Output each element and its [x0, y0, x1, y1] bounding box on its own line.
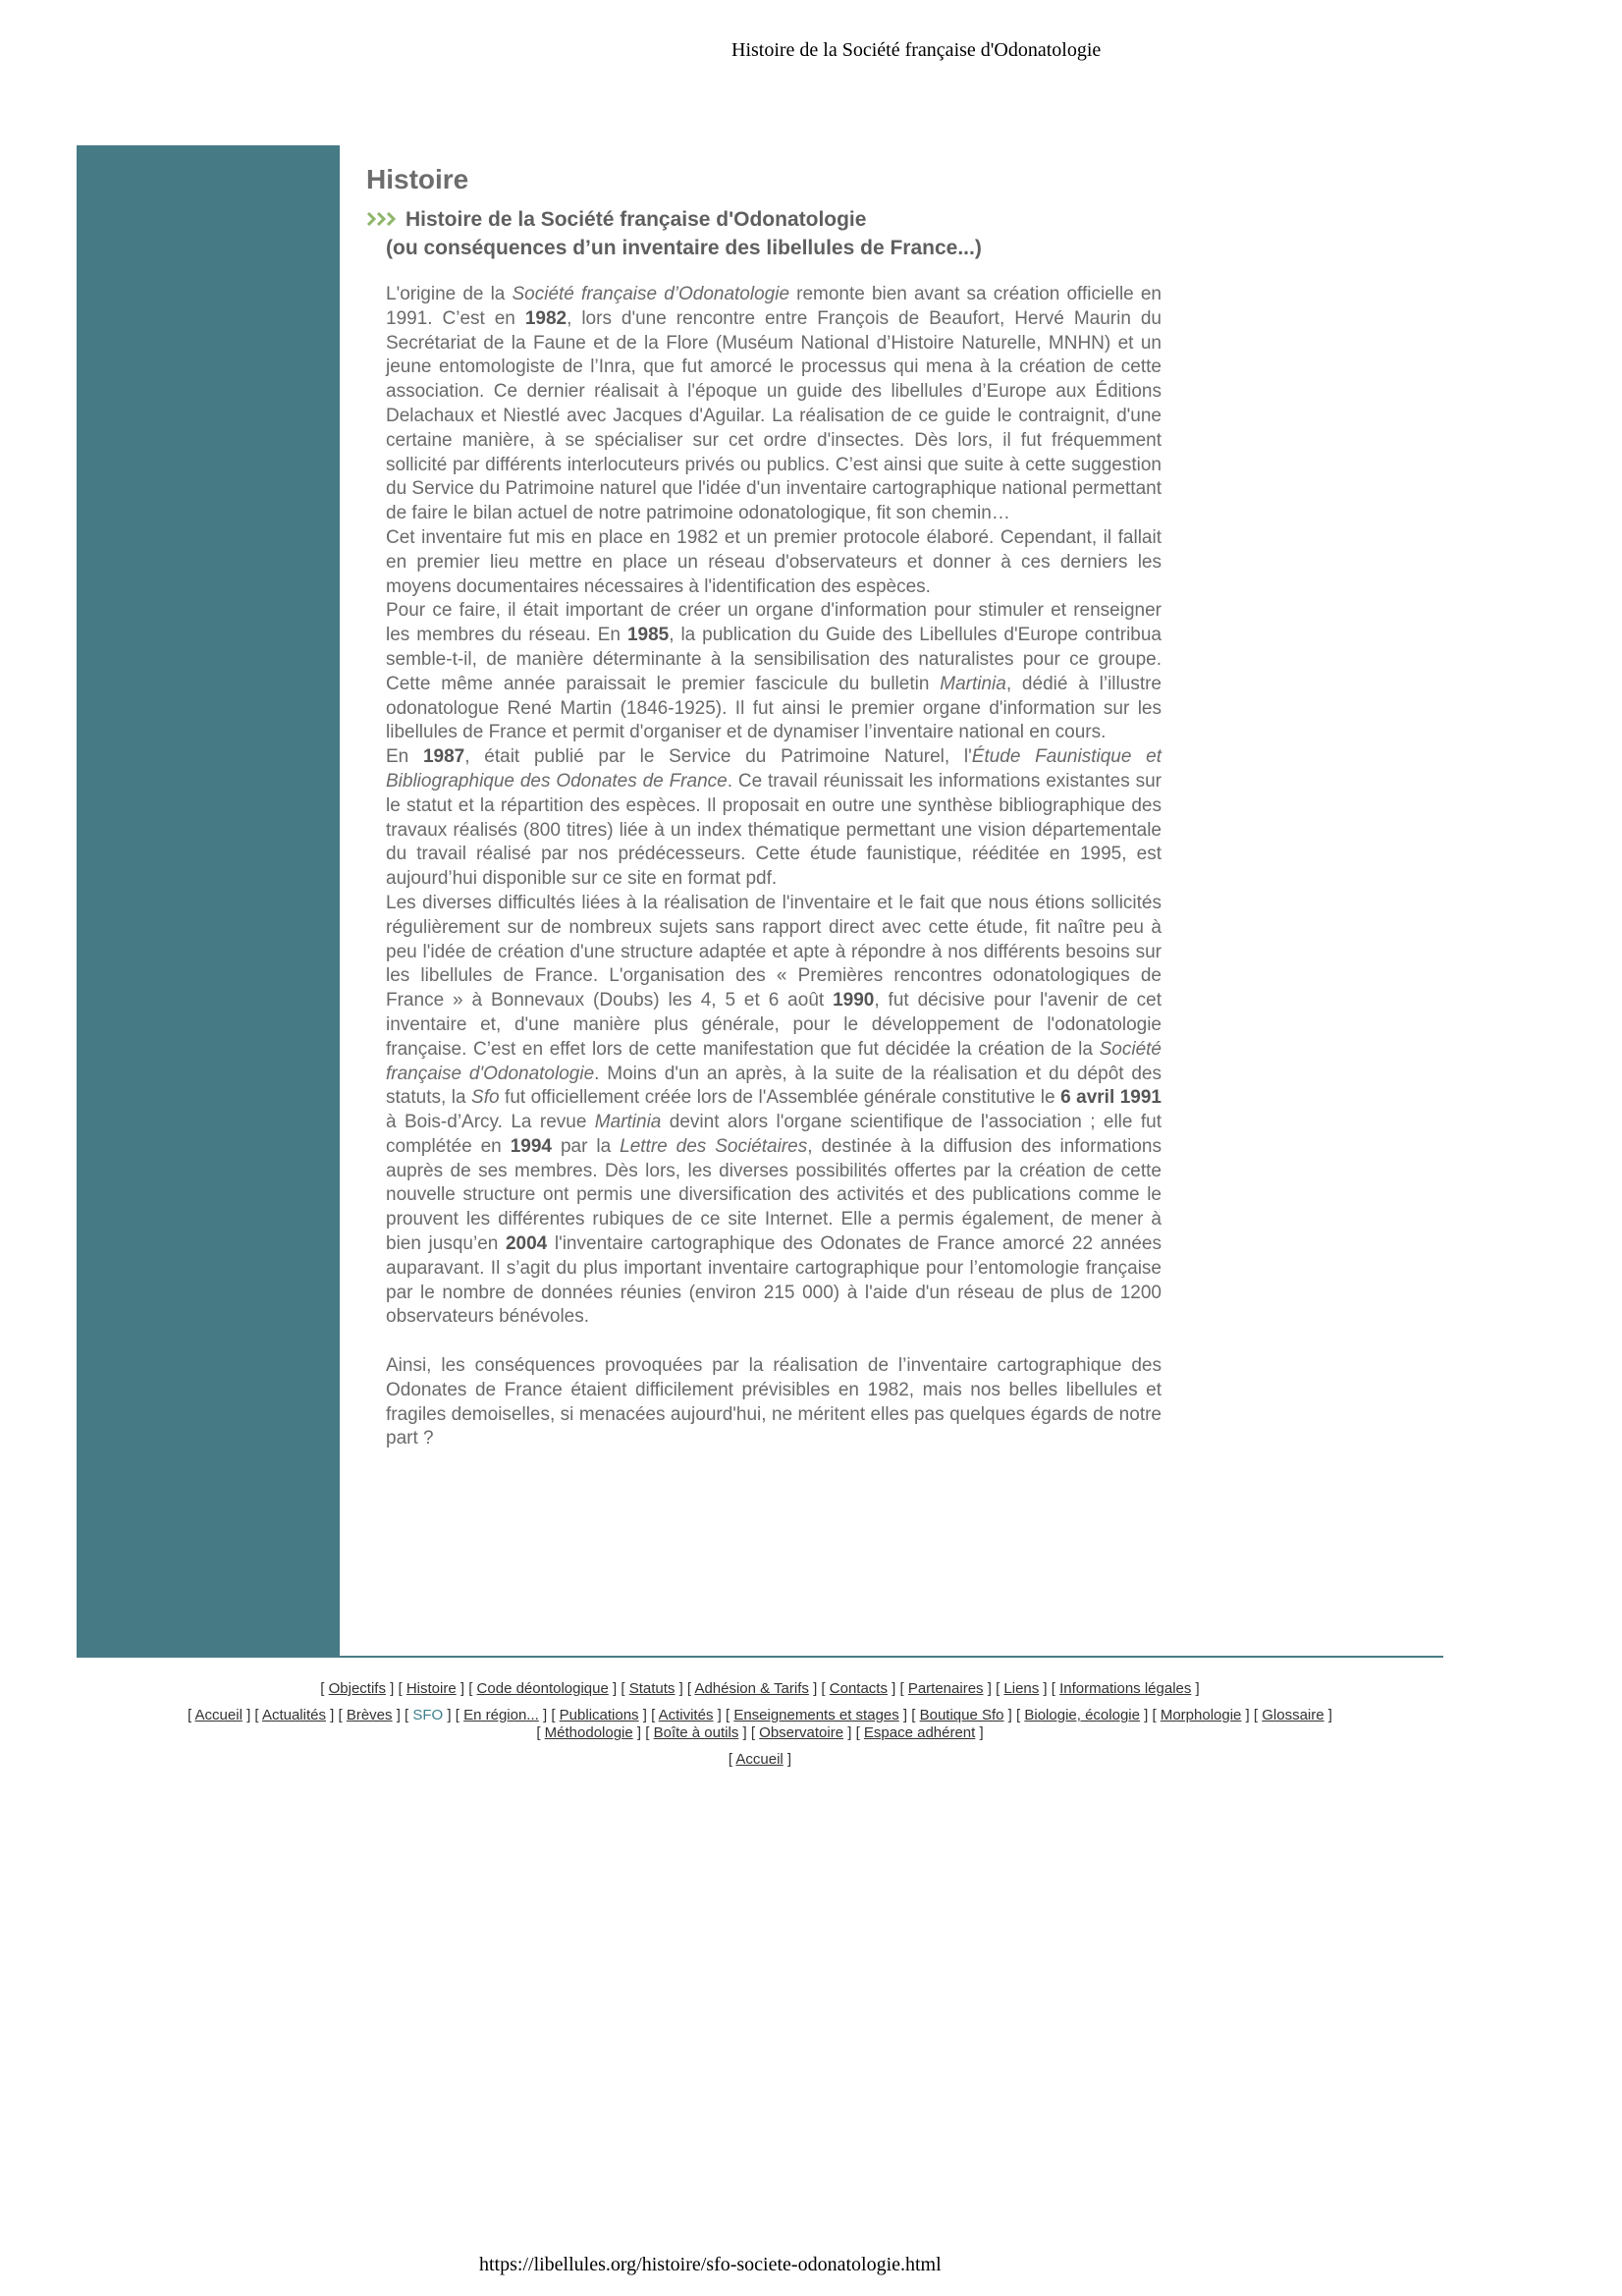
italic-text: Martinia [594, 1112, 662, 1133]
nav-link[interactable]: Enseignements et stages [733, 1707, 899, 1723]
text-run: fut officiellement créée lors de l'Assemblée générale constitutive le [499, 1087, 1061, 1109]
text-run: , lors d'une rencontre entre François de Beaufort, Hervé Maurin du Secrétariat de la Faune et de la Flore (Muséum National d’Histoire Naturelle, MNHN) et un jeune entomologiste de l’Inra, que fut amorcé le processus qui mena à la création de cette association. Ce dernier réalisait à l'époque un guide des libellules d’Europe aux Éditions Delachaux et Niestlé avec Jacques d'Aguilar. La réalisation de ce guide le contraignit, d'une certaine manière, à se spécialiser sur cet ordre d'insectes. Dès lors, il fut fréquemment sollicité par différents interlocuteurs privés ou publics. C’est ainsi que suite à cette suggestion du Service du Patrimoine naturel que l'idée d'un inventaire cartographique national permettant de faire le bilan actuel de notre patrimoine odonatologique, fit son chemin… [386, 307, 1162, 524]
text-run: , destinée à la diffusion des informations auprès de ses membres. Dès lors, les diverses possibilités offertes par la création de cette nouvelle structure ont permis une diversification des activités et des publications comme le prouvent les différentes rubiques de ce site Internet. Elle a permis également, de mener à bien jusqu’en [386, 1135, 1162, 1255]
text-run: . Ce travail réunissait les informations existantes sur le statut et la répartition des espèces. Il proposait en outre une synthèse bibliographique des travaux réalisés (800 titres) liée à un index thématique permettant une vision départementale du travail réalisé par nos prédécesseurs. Cette étude faunistique, rééditée en 1995, est aujourd’hui disponible sur ce site en format pdf. [386, 770, 1162, 890]
print-header-title: Histoire de la Société française d'Odonatologie [731, 39, 1102, 61]
bold-text: 1985 [626, 625, 670, 646]
text-run: , dédié à l’illustre odonatologue René Martin (1846-1925). Il fut ainsi le premier organe d'information sur les libellules de France et permit d'organiser et de dynamiser l’inventaire national en cours. [386, 673, 1162, 743]
nav-link[interactable]: Biologie, écologie [1024, 1707, 1140, 1723]
bold-text: 1994 [510, 1135, 552, 1157]
nav-link[interactable]: Partenaires [907, 1680, 984, 1697]
text-run: En [386, 746, 423, 768]
bold-text: 2004 [505, 1233, 548, 1255]
italic-text: Martinia [940, 673, 1006, 694]
bold-text: 1987 [422, 746, 465, 768]
italic-text: Société française d’Odonatologie [512, 284, 790, 304]
nav-link[interactable]: Méthodologie [544, 1724, 633, 1741]
text-run: L'origine de la [386, 284, 513, 304]
nav-link[interactable]: Espace adhérent [863, 1724, 976, 1741]
main-content [366, 163, 1171, 1451]
italic-text: Étude Faunistique et Bibliographique des Odonates de France [386, 746, 1162, 792]
nav-link[interactable]: Publications [559, 1707, 639, 1723]
nav-link[interactable]: Boîte à outils [653, 1724, 739, 1741]
left-sidebar [77, 145, 340, 1656]
article-paragraph [386, 1354, 1162, 1451]
article-paragraph [386, 892, 1162, 1330]
subtitle-block [366, 206, 1171, 234]
article-paragraph [386, 283, 1162, 526]
nav-link[interactable]: Brèves [346, 1707, 393, 1723]
italic-text: Société française d'Odonatologie [386, 1038, 1162, 1084]
text-run: Cet inventaire fut mis en place en 1982 et un premier protocole élaboré. Cependant, il fallait en premier lieu mettre en place un réseau d'observateurs et donner à ces derniers les moyens documentaires nécessaires à l'identification des espèces. [386, 526, 1162, 597]
nav-link[interactable]: Code déontologique [476, 1680, 609, 1697]
article-paragraph [386, 745, 1162, 892]
text-run: Ainsi, les conséquences provoquées par la réalisation de l’inventaire cartographique des Odonates de France étaient difficilement prévisibles en 1982, mais nos belles libellules et fragiles demoiselles, si menacées aujourd'hui, ne méritent elles pas quelques égards de notre part ? [386, 1355, 1162, 1449]
nav-link[interactable]: Objectifs [328, 1680, 386, 1697]
text-run: par la [552, 1135, 621, 1157]
text-run: , était publié par le Service du Patrimoine Naturel, l' [464, 746, 972, 768]
nav-link[interactable]: Activités [658, 1707, 714, 1723]
article-paragraph [386, 599, 1162, 745]
text-run: Les diverses difficultés liées à la réalisation de l'inventaire et le fait que nous étions sollicités régulièrement sur de nombreux sujets sans rapport direct avec cette étude, fit naître peu à peu l'idée de création d'une structure adaptée et apte à répondre à nos différents besoins sur les libellules de France. L'organisation des « Premières rencontres odonatologiques de France » à Bonnevaux (Doubs) les 4, 5 et 6 août [386, 892, 1162, 1011]
bold-text: 6 avril 1991 [1060, 1087, 1162, 1109]
subtitle-heading-secondary: (ou conséquences d’un inventaire des libellules de France...) [386, 237, 982, 259]
subtitle-heading: Histoire de la Société française d'Odonatologie [406, 208, 867, 231]
nav-link[interactable]: Statuts [628, 1680, 676, 1697]
footer-nav-sections [77, 1707, 1443, 1742]
text-run: , la publication du Guide des Libellules d'Europe contribua semble-t-il, de manière déterminante à la sensibilisation des naturalistes pour ce groupe. Cette même année paraissait le premier fascicule du bulletin [386, 625, 1162, 694]
page-layout [77, 145, 1443, 1658]
nav-link[interactable]: Adhésion & Tarifs [694, 1680, 809, 1697]
chevron-icon [366, 210, 398, 228]
nav-link[interactable]: Informations légales [1059, 1680, 1192, 1697]
nav-link[interactable]: Actualités [261, 1707, 326, 1723]
nav-link[interactable]: Boutique Sfo [919, 1707, 1004, 1723]
article-paragraph [386, 526, 1162, 599]
nav-link[interactable]: Glossaire [1262, 1707, 1325, 1723]
footer-nav-sections-line1: [ Accueil ] [ Actualités ] [ Brèves ] [ SFO ] [ En région... ] [ Publications ] [ Activités ] [ Enseignements et stages ] [ Boutique Sfo ] [ Biologie, écologie ] [ Morphologie ] [ Glossaire ] [188, 1707, 1332, 1723]
nav-link[interactable]: Accueil [735, 1751, 784, 1768]
nav-link[interactable]: Histoire [406, 1680, 457, 1697]
text-run: . Moins d'un an après, à la suite de la réalisation et du dépôt des statuts, la [386, 1063, 1162, 1109]
italic-text: Lettre des Sociétaires [620, 1135, 808, 1157]
nav-link[interactable]: Contacts [829, 1680, 888, 1697]
nav-link[interactable]: Accueil [194, 1707, 243, 1723]
page-title: Histoire [366, 164, 469, 194]
text-run: devint alors l'organe scientifique de l'association ; elle fut complétée en [386, 1112, 1162, 1157]
text-run: l'inventaire cartographique des Odonates de France amorcé 22 années auparavant. Il s’agit du plus important inventaire cartographique pour l’entomologie française par le nombre de données réunies (environ 215 000) à l'aide d'un réseau de plus de 1200 observateurs bénévoles. [386, 1233, 1162, 1328]
nav-link[interactable]: Liens [1003, 1680, 1040, 1697]
article-body [366, 283, 1162, 1451]
nav-link[interactable]: Morphologie [1160, 1707, 1242, 1723]
bold-text: 1990 [833, 990, 875, 1011]
text-run: remonte bien avant sa création officielle en 1991. C’est en [386, 284, 1162, 329]
text-run: Pour ce faire, il était important de créer un organe d'information pour stimuler et renseigner les membres du réseau. En [386, 600, 1162, 646]
bold-text: 1982 [524, 307, 568, 329]
nav-link[interactable]: Observatoire [759, 1724, 844, 1741]
nav-current-item: SFO [412, 1707, 444, 1723]
nav-link[interactable]: En région... [463, 1707, 539, 1723]
footer-nav-sections-line2: [ Méthodologie ] [ Boîte à outils ] [ Observatoire ] [ Espace adhérent ] [536, 1724, 984, 1741]
text-run: , fut décisive pour l'avenir de cet inventaire et, d'une manière plus générale, pour le développement de l'odonatologie française. C’est en effet lors de cette manifestation que fut décidée la création de la [386, 990, 1162, 1060]
text-run: à Bois-d’Arcy. La revue [386, 1112, 595, 1133]
italic-text: Sfo [471, 1087, 500, 1109]
print-footer-url: https://libellules.org/histoire/sfo-societe-odonatologie.html [479, 2254, 942, 2275]
footer-nav-home: [ Accueil ] [728, 1751, 792, 1768]
footer-nav-primary: [ Objectifs ] [ Histoire ] [ Code déontologique ] [ Statuts ] [ Adhésion & Tarifs ] [ Contacts ] [ Partenaires ] [ Liens ] [ Informations légales ] [320, 1680, 1200, 1697]
